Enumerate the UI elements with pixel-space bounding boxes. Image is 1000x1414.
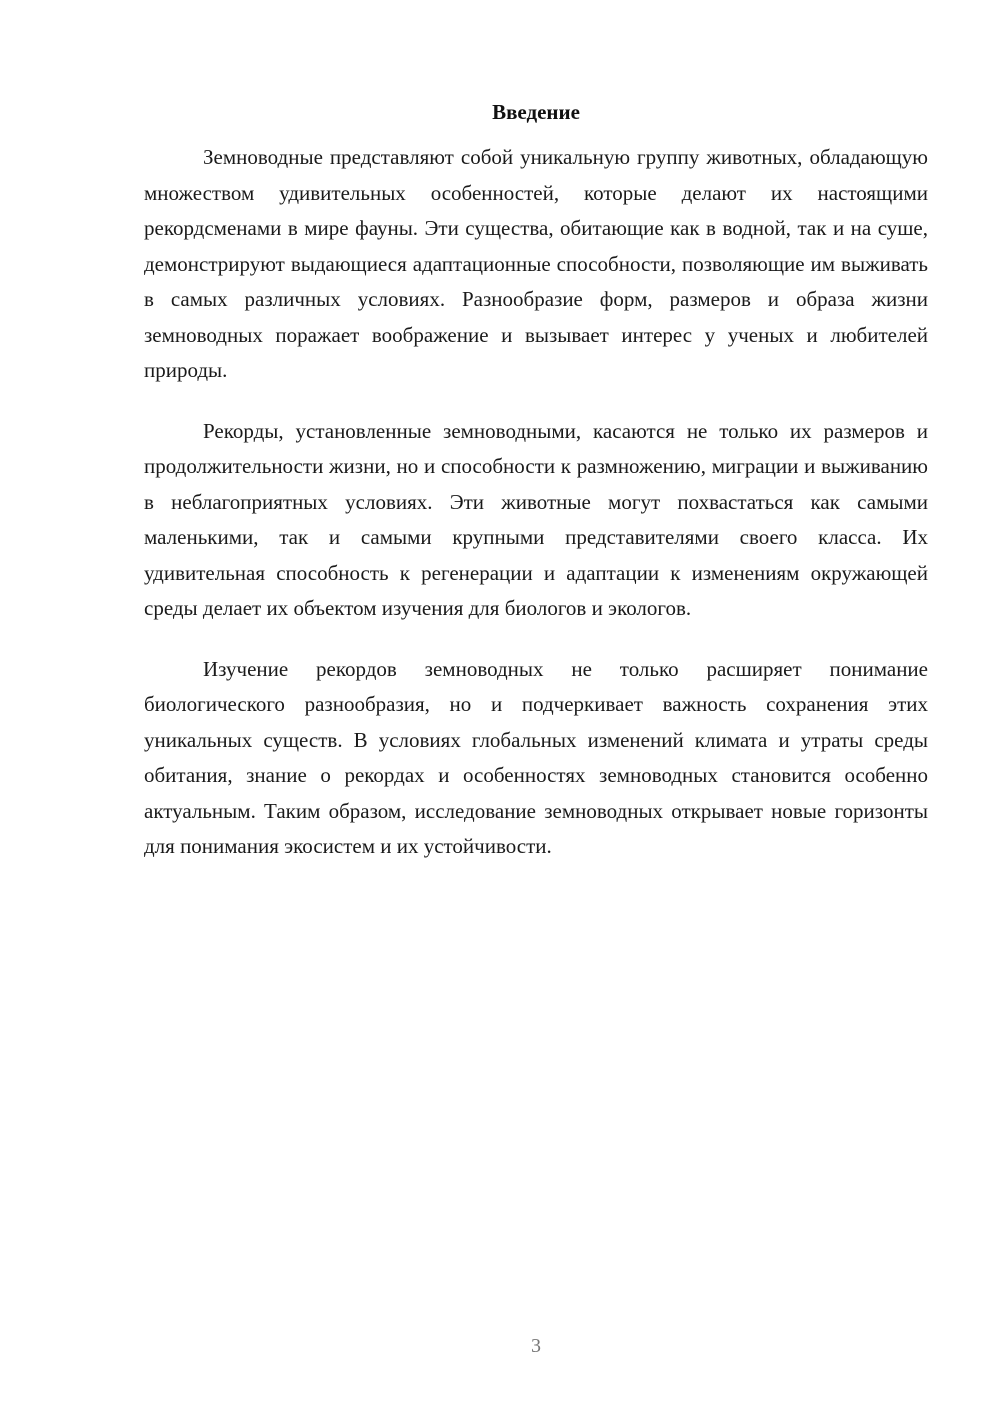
- paragraph-1: Земноводные представляют собой уникальную группу животных, обладающую множеством удивительных особенностей, которые делают их настоящими рекордсменами в мире фауны. Эти существа, обитающие как в водной, так и на суше, демонстрируют выдающиеся адаптационные способности, позволяющие им выживать в самых различных условиях. Разнообразие форм, размеров и образа жизни земноводных поражает воображение и вызывает интерес у ученых и любителей природы.: [144, 145, 928, 382]
- page-number: 3: [531, 1335, 541, 1357]
- paragraph-2: Рекорды, установленные земноводными, касаются не только их размеров и продолжительности жизни, но и способности к размножению, миграции и выживанию в неблагоприятных условиях. Эти животные могут похвастаться как самыми маленькими, так и самыми крупными представителями своего класса. Их удивительная способность к регенерации и адаптации к изменениям окружающей среды делает их объектом изучения для биологов и экологов.: [144, 418, 928, 620]
- paragraph-3: Изучение рекордов земноводных не только расширяет понимание биологического разнообразия, но и подчеркивает важность сохранения этих уникальных существ. В условиях глобальных изменений климата и утраты среды обитания, знание о рекордах и особенностях земноводных становится особенно актуальным. Таким образом, исследование земноводных открывает новые горизонты для понимания экосистем и их устойчивости.: [144, 656, 928, 858]
- body-text: [144, 140, 928, 890]
- section-title: Введение: [492, 100, 580, 124]
